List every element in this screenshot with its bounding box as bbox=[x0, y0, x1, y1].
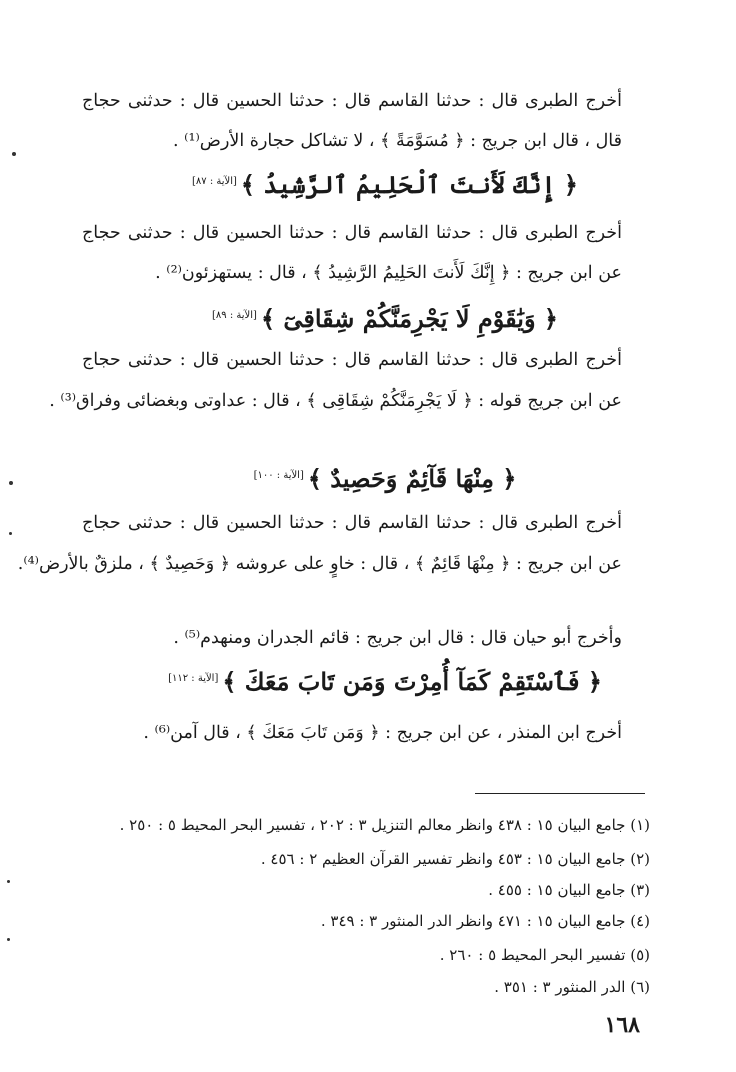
body-line: أخرج الطبرى قال : حدثنا القاسم قال : حدثنا الحسين قال : حدثنى حجاج bbox=[82, 513, 622, 533]
footnote: (٢) جامع البيان ١٥ : ٤٥٣ وانظر تفسير القرآن العظيم ٢ : ٤٥٦ . bbox=[260, 850, 650, 868]
footnote: (٥) تفسير البحر المحيط ٥ : ٢٦٠ . bbox=[439, 946, 650, 964]
verse-text: ﴿ مِنْهَا قَآئِمٌ وَحَصِيدٌ ﴾ bbox=[307, 464, 517, 493]
footnote: (٤) جامع البيان ١٥ : ٤٧١ وانظر الدر المنثور ٣ : ٣٤٩ . bbox=[320, 912, 650, 930]
verse-text: ﴿ فَٱسْتَقِمْ كَمَآ أُمِرْتَ وَمَن تَابَ مَعَكَ ﴾ bbox=[222, 667, 602, 696]
scan-speck bbox=[12, 152, 16, 156]
quran-verse-heading bbox=[150, 659, 620, 702]
body-line: أخرج الطبرى قال : حدثنا القاسم قال : حدثنا الحسين قال : حدثنى حجاج bbox=[82, 91, 622, 111]
footnote-separator bbox=[475, 793, 645, 794]
scan-speck bbox=[7, 938, 10, 941]
verse-reference: [الآية : ١٠٠] bbox=[253, 470, 304, 481]
scan-speck bbox=[7, 880, 10, 883]
verse-text: ﴿ إِنَّكَ لَأَنتَ ٱلْحَلِيمُ ٱلرَّشِيدُ ﴾ bbox=[240, 170, 578, 199]
body-line: عن ابن جريج : ﴿ إِنَّكَ لَأَنتَ الحَلِيمُ الرَّشِيدُ ﴾ ، قال : يستهزئون⁽²⁾ . bbox=[155, 263, 622, 283]
verse-reference: [الآية : ٨٩] bbox=[212, 310, 257, 321]
footnote: (١) جامع البيان ١٥ : ٤٣٨ وانظر معالم التنزيل ٣ : ٢٠٢ ، تفسير البحر المحيط ٥ : ٢٥٠ . bbox=[119, 816, 650, 834]
page-number: ١٦٨ bbox=[604, 1012, 640, 1038]
footnote: (٦) الدر المنثور ٣ : ٣٥١ . bbox=[494, 978, 650, 996]
body-line: أخرج الطبرى قال : حدثنا القاسم قال : حدثنا الحسين قال : حدثنى حجاج bbox=[82, 223, 622, 243]
verse-reference: [الآية : ٨٧] bbox=[191, 176, 237, 187]
quran-verse-heading bbox=[150, 296, 620, 339]
quran-verse-heading bbox=[150, 456, 620, 499]
body-line: قال ، قال ابن جريج : ﴿ مُسَوَّمَةً ﴾ ، لا تشاكل حجارة الأرض⁽¹⁾ . bbox=[173, 131, 622, 151]
body-line: أخرج الطبرى قال : حدثنا القاسم قال : حدثنا الحسين قال : حدثنى حجاج bbox=[82, 350, 622, 370]
verse-text: ﴿ وَيَٰقَوْمِ لَا يَجْرِمَنَّكُمْ شِقَاقِىٓ ﴾ bbox=[260, 304, 558, 333]
verse-reference: [الآية : ١١٢] bbox=[168, 673, 219, 684]
body-line: وأخرج أبو حيان قال : قال ابن جريج : قائم الجدران ومنهدم⁽⁵⁾ . bbox=[173, 628, 622, 648]
scan-speck bbox=[9, 532, 12, 535]
body-line: أخرج ابن المنذر ، عن ابن جريج : ﴿ وَمَن تَابَ مَعَكَ ﴾ ، قال آمن⁽⁶⁾ . bbox=[143, 723, 622, 743]
quran-verse-heading bbox=[150, 162, 620, 205]
body-line: عن ابن جريج قوله : ﴿ لَا يَجْرِمَنَّكُمْ شِقَاقِى ﴾ ، قال : عداوتى وبغضائى وفراق⁽³⁾ . bbox=[49, 391, 622, 411]
footnote: (٣) جامع البيان ١٥ : ٤٥٥ . bbox=[488, 881, 650, 899]
scan-speck bbox=[9, 481, 13, 485]
body-line: عن ابن جريج : ﴿ مِنْهَا قَائِمٌ ﴾ ، قال : خاوٍ على عروشه ﴿ وَحَصِيدٌ ﴾ ، ملزقٌ بالأرض⁽⁴⁾. bbox=[17, 554, 622, 574]
